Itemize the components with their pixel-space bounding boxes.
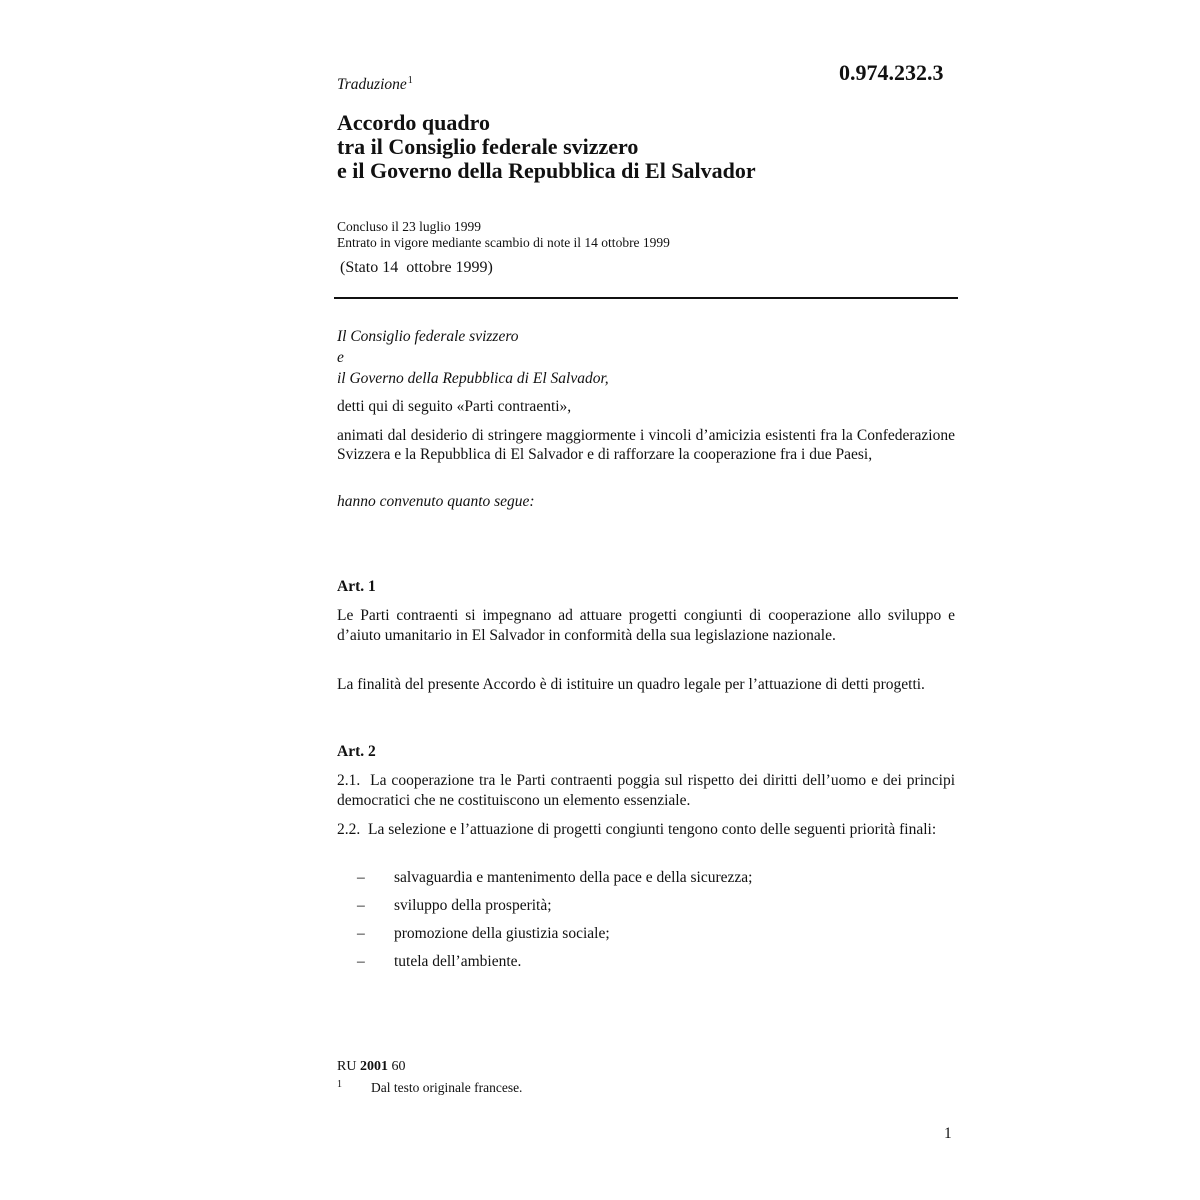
translation-text: Traduzione bbox=[337, 76, 407, 93]
footnote-reference: 1 bbox=[407, 75, 413, 86]
list-marker: – bbox=[357, 925, 365, 942]
title-line-3: e il Governo della Repubblica di El Salvador bbox=[337, 158, 756, 183]
ru-year: 2001 bbox=[359, 1059, 388, 1074]
preamble-conjunction: e bbox=[337, 349, 344, 366]
article-2-paragraph-2: 2.2. La selezione e l’attuazione di progetti congiunti tengono conto delle seguenti priorità finali: bbox=[337, 821, 937, 838]
list-marker: – bbox=[357, 869, 365, 886]
footnote-text: Dal testo originale francese. bbox=[371, 1080, 523, 1095]
status-date: (Stato 14 ottobre 1999) bbox=[340, 259, 493, 276]
list-item-text: sviluppo della prosperità; bbox=[394, 897, 552, 914]
document-title bbox=[337, 111, 955, 183]
article-2-title: Art. 2 bbox=[337, 743, 376, 760]
translation-label bbox=[337, 75, 413, 94]
article-1-title: Art. 1 bbox=[337, 578, 376, 595]
header-divider bbox=[334, 297, 958, 299]
official-compilation-reference bbox=[337, 1059, 405, 1075]
preamble-agreed: hanno convenuto quanto segue: bbox=[337, 493, 535, 510]
ru-prefix: RU bbox=[337, 1059, 357, 1074]
entry-into-force: Entrato in vigore mediante scambio di note il 14 ottobre 1999 bbox=[337, 235, 670, 250]
title-line-1: Accordo quadro bbox=[337, 110, 490, 135]
concluded-date: Concluso il 23 luglio 1999 bbox=[337, 219, 482, 234]
preamble-party-2: il Governo della Repubblica di El Salvador, bbox=[337, 370, 609, 387]
sr-number: 0.974.232.3 bbox=[839, 60, 944, 85]
article-1-paragraph-1: Le Parti contraenti si impegnano ad attuare progetti congiunti di cooperazione allo sviluppo e d’aiuto umanitario in El Salvador in conformità della sua legislazione nazionale. bbox=[337, 607, 955, 644]
article-1-paragraph-2: La finalità del presente Accordo è di istituire un quadro legale per l’attuazione di detti progetti. bbox=[337, 676, 925, 693]
page-number: 1 bbox=[944, 1125, 952, 1142]
ru-page: 60 bbox=[391, 1059, 406, 1074]
article-2-paragraph-1: 2.1. La cooperazione tra le Parti contraenti poggia sul rispetto dei diritti dell’uomo e dei principi democratici che ne costituiscono un elemento essenziale. bbox=[337, 772, 959, 809]
list-marker: – bbox=[357, 897, 365, 914]
list-item-text: tutela dell’ambiente. bbox=[394, 953, 522, 970]
list-item-text: salvaguardia e mantenimento della pace e della sicurezza; bbox=[394, 869, 753, 886]
title-line-2: tra il Consiglio federale svizzero bbox=[337, 134, 639, 159]
preamble-party-1: Il Consiglio federale svizzero bbox=[337, 328, 519, 345]
list-item-text: promozione della giustizia sociale; bbox=[394, 925, 610, 942]
footnote-mark: 1 bbox=[337, 1079, 342, 1090]
list-marker: – bbox=[357, 953, 365, 970]
document-metadata bbox=[337, 219, 955, 251]
preamble-designation: detti qui di seguito «Parti contraenti», bbox=[337, 398, 572, 415]
preamble-motivation: animati dal desiderio di stringere maggiormente i vincoli d’amicizia esistenti fra la Confederazione Svizzera e la Repubblica di El Salvador e di rafforzare la cooperazione fra i due Paesi, bbox=[337, 427, 955, 463]
